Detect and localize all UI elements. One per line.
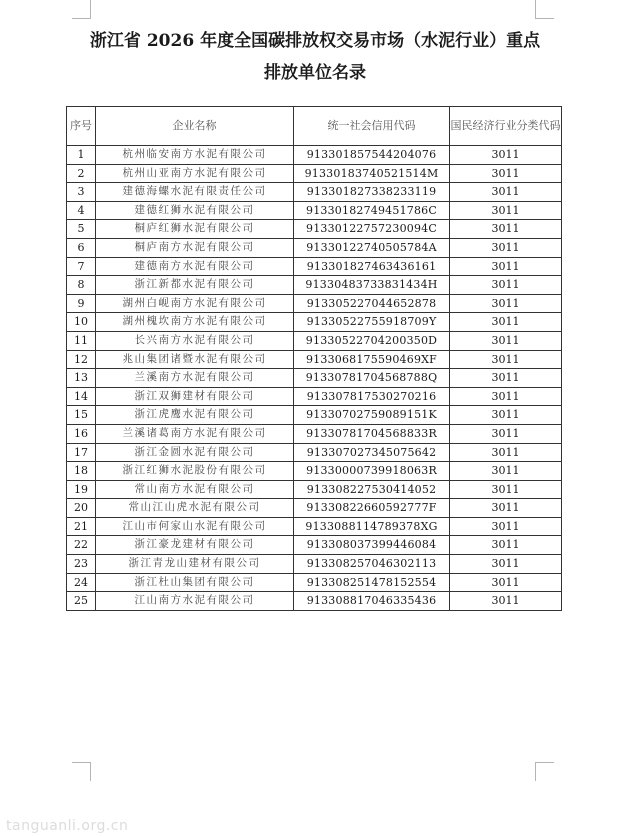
row-seq: 5	[67, 220, 96, 239]
row-seq: 18	[67, 462, 96, 481]
row-company-name: 桐庐红狮水泥有限公司	[96, 220, 294, 239]
row-credit-code: 913308817046335436	[294, 592, 450, 611]
row-industry-code: 3011	[450, 294, 562, 313]
header-company-name: 企业名称	[96, 107, 294, 146]
row-company-name: 兰溪南方水泥有限公司	[96, 369, 294, 388]
emission-units-table	[66, 106, 562, 611]
table-header-row	[67, 107, 562, 146]
row-seq: 9	[67, 294, 96, 313]
row-credit-code: 91330822660592777F	[294, 499, 450, 518]
row-seq: 11	[67, 331, 96, 350]
row-company-name: 浙江金圆水泥有限公司	[96, 443, 294, 462]
row-seq: 21	[67, 517, 96, 536]
row-industry-code: 3011	[450, 387, 562, 406]
row-seq: 3	[67, 183, 96, 202]
row-company-name: 兆山集团诸暨水泥有限公司	[96, 350, 294, 369]
row-company-name: 建德海螺水泥有限责任公司	[96, 183, 294, 202]
document-title-line1: 浙江省 2026 年度全国碳排放权交易市场（水泥行业）重点	[89, 31, 541, 51]
header-industry-code: 国民经济行业分类代码	[450, 107, 562, 146]
row-company-name: 建德红狮水泥有限公司	[96, 201, 294, 220]
row-industry-code: 3011	[450, 257, 562, 276]
table-row	[67, 387, 562, 406]
crop-mark-bottom-left	[72, 762, 91, 781]
row-seq: 8	[67, 276, 96, 295]
row-industry-code: 3011	[450, 201, 562, 220]
row-seq: 25	[67, 592, 96, 611]
table-row	[67, 294, 562, 313]
row-credit-code: 913307027345075642	[294, 443, 450, 462]
row-credit-code: 91330000739918063R	[294, 462, 450, 481]
row-credit-code: 913308037399446084	[294, 536, 450, 555]
row-seq: 20	[67, 499, 96, 518]
row-company-name: 湖州白岘南方水泥有限公司	[96, 294, 294, 313]
crop-mark-top-left	[72, 0, 91, 19]
table-row	[67, 424, 562, 443]
crop-mark-top-right	[535, 0, 554, 19]
watermark-text: tanguanli.org.cn	[6, 818, 129, 834]
row-credit-code: 91330781704568788Q	[294, 369, 450, 388]
table-row	[67, 369, 562, 388]
row-credit-code: 913305227044652878	[294, 294, 450, 313]
row-credit-code: 91330781704568833R	[294, 424, 450, 443]
row-seq: 7	[67, 257, 96, 276]
row-credit-code: 913301827463436161	[294, 257, 450, 276]
table-row	[67, 406, 562, 425]
row-industry-code: 3011	[450, 517, 562, 536]
row-seq: 15	[67, 406, 96, 425]
table-row	[67, 480, 562, 499]
row-company-name: 常山南方水泥有限公司	[96, 480, 294, 499]
header-seq: 序号	[67, 107, 96, 146]
row-credit-code: 913301857544204076	[294, 146, 450, 165]
document-title-line2: 排放单位名录	[264, 63, 366, 83]
row-industry-code: 3011	[450, 183, 562, 202]
row-credit-code: 91330122740505784A	[294, 238, 450, 257]
table-row	[67, 313, 562, 332]
row-company-name: 杭州临安南方水泥有限公司	[96, 146, 294, 165]
row-credit-code: 91330522755918709Y	[294, 313, 450, 332]
table-row	[67, 276, 562, 295]
table-row	[67, 443, 562, 462]
row-company-name: 江山南方水泥有限公司	[96, 592, 294, 611]
table-body	[67, 146, 562, 611]
table-row	[67, 517, 562, 536]
table-row	[67, 350, 562, 369]
row-company-name: 江山市何家山水泥有限公司	[96, 517, 294, 536]
row-credit-code: 913301827338233119	[294, 183, 450, 202]
row-credit-code: 91330182749451786C	[294, 201, 450, 220]
row-company-name: 桐庐南方水泥有限公司	[96, 238, 294, 257]
row-seq: 12	[67, 350, 96, 369]
row-seq: 14	[67, 387, 96, 406]
row-seq: 4	[67, 201, 96, 220]
row-seq: 19	[67, 480, 96, 499]
row-company-name: 杭州山亚南方水泥有限公司	[96, 164, 294, 183]
row-industry-code: 3011	[450, 350, 562, 369]
row-seq: 13	[67, 369, 96, 388]
table-row	[67, 536, 562, 555]
table-row	[67, 573, 562, 592]
row-credit-code: 913307817530270216	[294, 387, 450, 406]
row-industry-code: 3011	[450, 592, 562, 611]
row-industry-code: 3011	[450, 406, 562, 425]
row-company-name: 浙江双狮建材有限公司	[96, 387, 294, 406]
row-company-name: 浙江虎鹰水泥有限公司	[96, 406, 294, 425]
row-seq: 22	[67, 536, 96, 555]
row-industry-code: 3011	[450, 238, 562, 257]
row-seq: 1	[67, 146, 96, 165]
row-industry-code: 3011	[450, 369, 562, 388]
table-row	[67, 555, 562, 574]
row-seq: 10	[67, 313, 96, 332]
row-company-name: 建德南方水泥有限公司	[96, 257, 294, 276]
table-row	[67, 220, 562, 239]
row-credit-code: 91330702759089151K	[294, 406, 450, 425]
row-credit-code: 9133088114789378XG	[294, 517, 450, 536]
row-industry-code: 3011	[450, 499, 562, 518]
table-row	[67, 592, 562, 611]
row-seq: 16	[67, 424, 96, 443]
row-industry-code: 3011	[450, 555, 562, 574]
row-company-name: 浙江新都水泥有限公司	[96, 276, 294, 295]
row-credit-code: 913308227530414052	[294, 480, 450, 499]
row-company-name: 浙江青龙山建材有限公司	[96, 555, 294, 574]
row-industry-code: 3011	[450, 443, 562, 462]
row-credit-code: 9133068175590469XF	[294, 350, 450, 369]
row-company-name: 浙江红狮水泥股份有限公司	[96, 462, 294, 481]
row-seq: 23	[67, 555, 96, 574]
row-industry-code: 3011	[450, 573, 562, 592]
row-industry-code: 3011	[450, 276, 562, 295]
row-seq: 24	[67, 573, 96, 592]
row-company-name: 常山江山虎水泥有限公司	[96, 499, 294, 518]
table-row	[67, 238, 562, 257]
row-company-name: 长兴南方水泥有限公司	[96, 331, 294, 350]
row-industry-code: 3011	[450, 331, 562, 350]
row-credit-code: 91330522704200350D	[294, 331, 450, 350]
row-company-name: 兰溪诸葛南方水泥有限公司	[96, 424, 294, 443]
table-row	[67, 331, 562, 350]
table-row	[67, 462, 562, 481]
row-credit-code: 91330122757230094C	[294, 220, 450, 239]
header-credit-code: 统一社会信用代码	[294, 107, 450, 146]
table-row	[67, 146, 562, 165]
table-row	[67, 499, 562, 518]
row-industry-code: 3011	[450, 164, 562, 183]
row-industry-code: 3011	[450, 480, 562, 499]
row-industry-code: 3011	[450, 536, 562, 555]
row-industry-code: 3011	[450, 146, 562, 165]
row-seq: 2	[67, 164, 96, 183]
table-row	[67, 164, 562, 183]
row-credit-code: 913308257046302113	[294, 555, 450, 574]
row-industry-code: 3011	[450, 313, 562, 332]
row-seq: 6	[67, 238, 96, 257]
row-industry-code: 3011	[450, 424, 562, 443]
row-credit-code: 91330483733831434H	[294, 276, 450, 295]
row-credit-code: 91330183740521514M	[294, 164, 450, 183]
table-row	[67, 201, 562, 220]
row-company-name: 湖州槐坎南方水泥有限公司	[96, 313, 294, 332]
row-credit-code: 913308251478152554	[294, 573, 450, 592]
table-row	[67, 183, 562, 202]
row-industry-code: 3011	[450, 462, 562, 481]
row-company-name: 浙江杜山集团有限公司	[96, 573, 294, 592]
row-industry-code: 3011	[450, 220, 562, 239]
row-company-name: 浙江豪龙建材有限公司	[96, 536, 294, 555]
row-seq: 17	[67, 443, 96, 462]
crop-mark-bottom-right	[535, 762, 554, 781]
table-row	[67, 257, 562, 276]
